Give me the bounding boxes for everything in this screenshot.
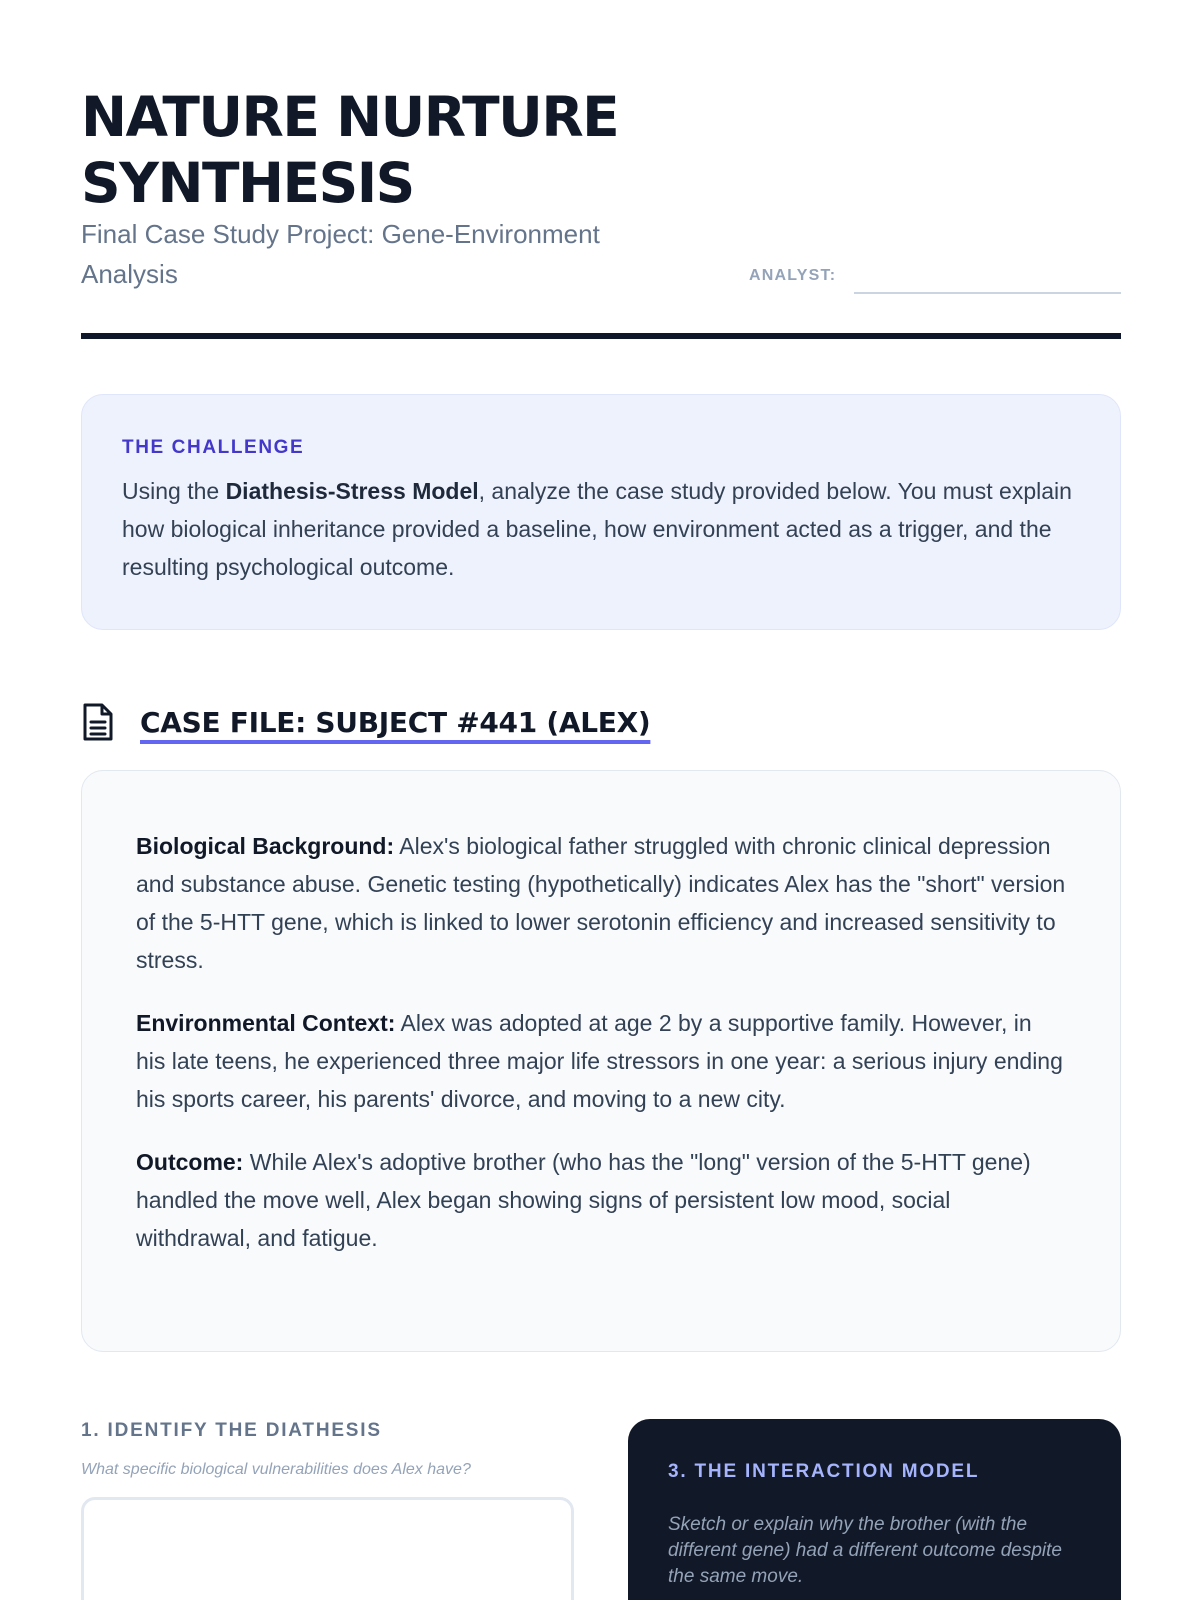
case-section-text: Alex's biological father struggled with chronic clinical depression and substance abuse. Genetic testing (hypothetically) indicates Alex has the "short" version of the 5-HTT gene, which is linked to lower serotonin efficiency and increased sensitivity to stress. xyxy=(136,833,1066,973)
case-file-title: CASE FILE: SUBJECT #441 (ALEX) xyxy=(140,705,651,739)
page-title: NATURE NURTURE SYNTHESIS xyxy=(81,85,619,215)
challenge-text xyxy=(122,472,1080,586)
question-3-hint: Sketch or explain why the brother (with the different gene) had a different outcome despite the same move. xyxy=(668,1514,1062,1587)
header-divider xyxy=(81,333,1121,339)
case-section-label: Environmental Context: xyxy=(136,1010,396,1036)
analyst-name-field[interactable] xyxy=(854,292,1121,294)
challenge-model-name: Diathesis-Stress Model xyxy=(225,478,479,504)
question-1-hint: What specific biological vulnerabilities does Alex have? xyxy=(81,1461,471,1478)
case-section-biological xyxy=(136,827,1066,979)
analyst-label: ANALYST: xyxy=(749,267,837,284)
challenge-text-start: Using the xyxy=(122,478,226,504)
case-section-label: Biological Background: xyxy=(136,833,395,859)
case-section-text: While Alex's adoptive brother (who has the "long" version of the 5-HTT gene) handled the move well, Alex began showing signs of persistent low mood, social withdrawal, and fatigue. xyxy=(136,1149,1031,1251)
document-icon xyxy=(81,700,121,744)
question-3-card xyxy=(628,1419,1121,1600)
question-1-answer-field[interactable] xyxy=(81,1497,574,1600)
challenge-text-end: , analyze the case study provided below. You must explain how biological inheritance provided a baseline, how environment acted as a trigger, and the resulting psychological outcome. xyxy=(122,478,1072,580)
challenge-heading: THE CHALLENGE xyxy=(122,437,305,458)
question-3-heading: 3. THE INTERACTION MODEL xyxy=(668,1461,980,1482)
case-study-box xyxy=(81,770,1121,1352)
question-1-heading: 1. IDENTIFY THE DIATHESIS xyxy=(81,1420,382,1441)
case-section-label: Outcome: xyxy=(136,1149,244,1175)
page-subtitle: Final Case Study Project: Gene-Environment Analysis xyxy=(81,219,600,289)
case-section-environmental xyxy=(136,1004,1066,1118)
case-section-text: Alex was adopted at age 2 by a supportive family. However, in his late teens, he experienced three major life stressors in one year: a serious injury ending his sports career, his parents' divorce, and moving to a new city. xyxy=(136,1010,1063,1112)
challenge-box xyxy=(81,394,1121,630)
case-file-header xyxy=(81,700,650,744)
case-section-outcome xyxy=(136,1143,1066,1257)
